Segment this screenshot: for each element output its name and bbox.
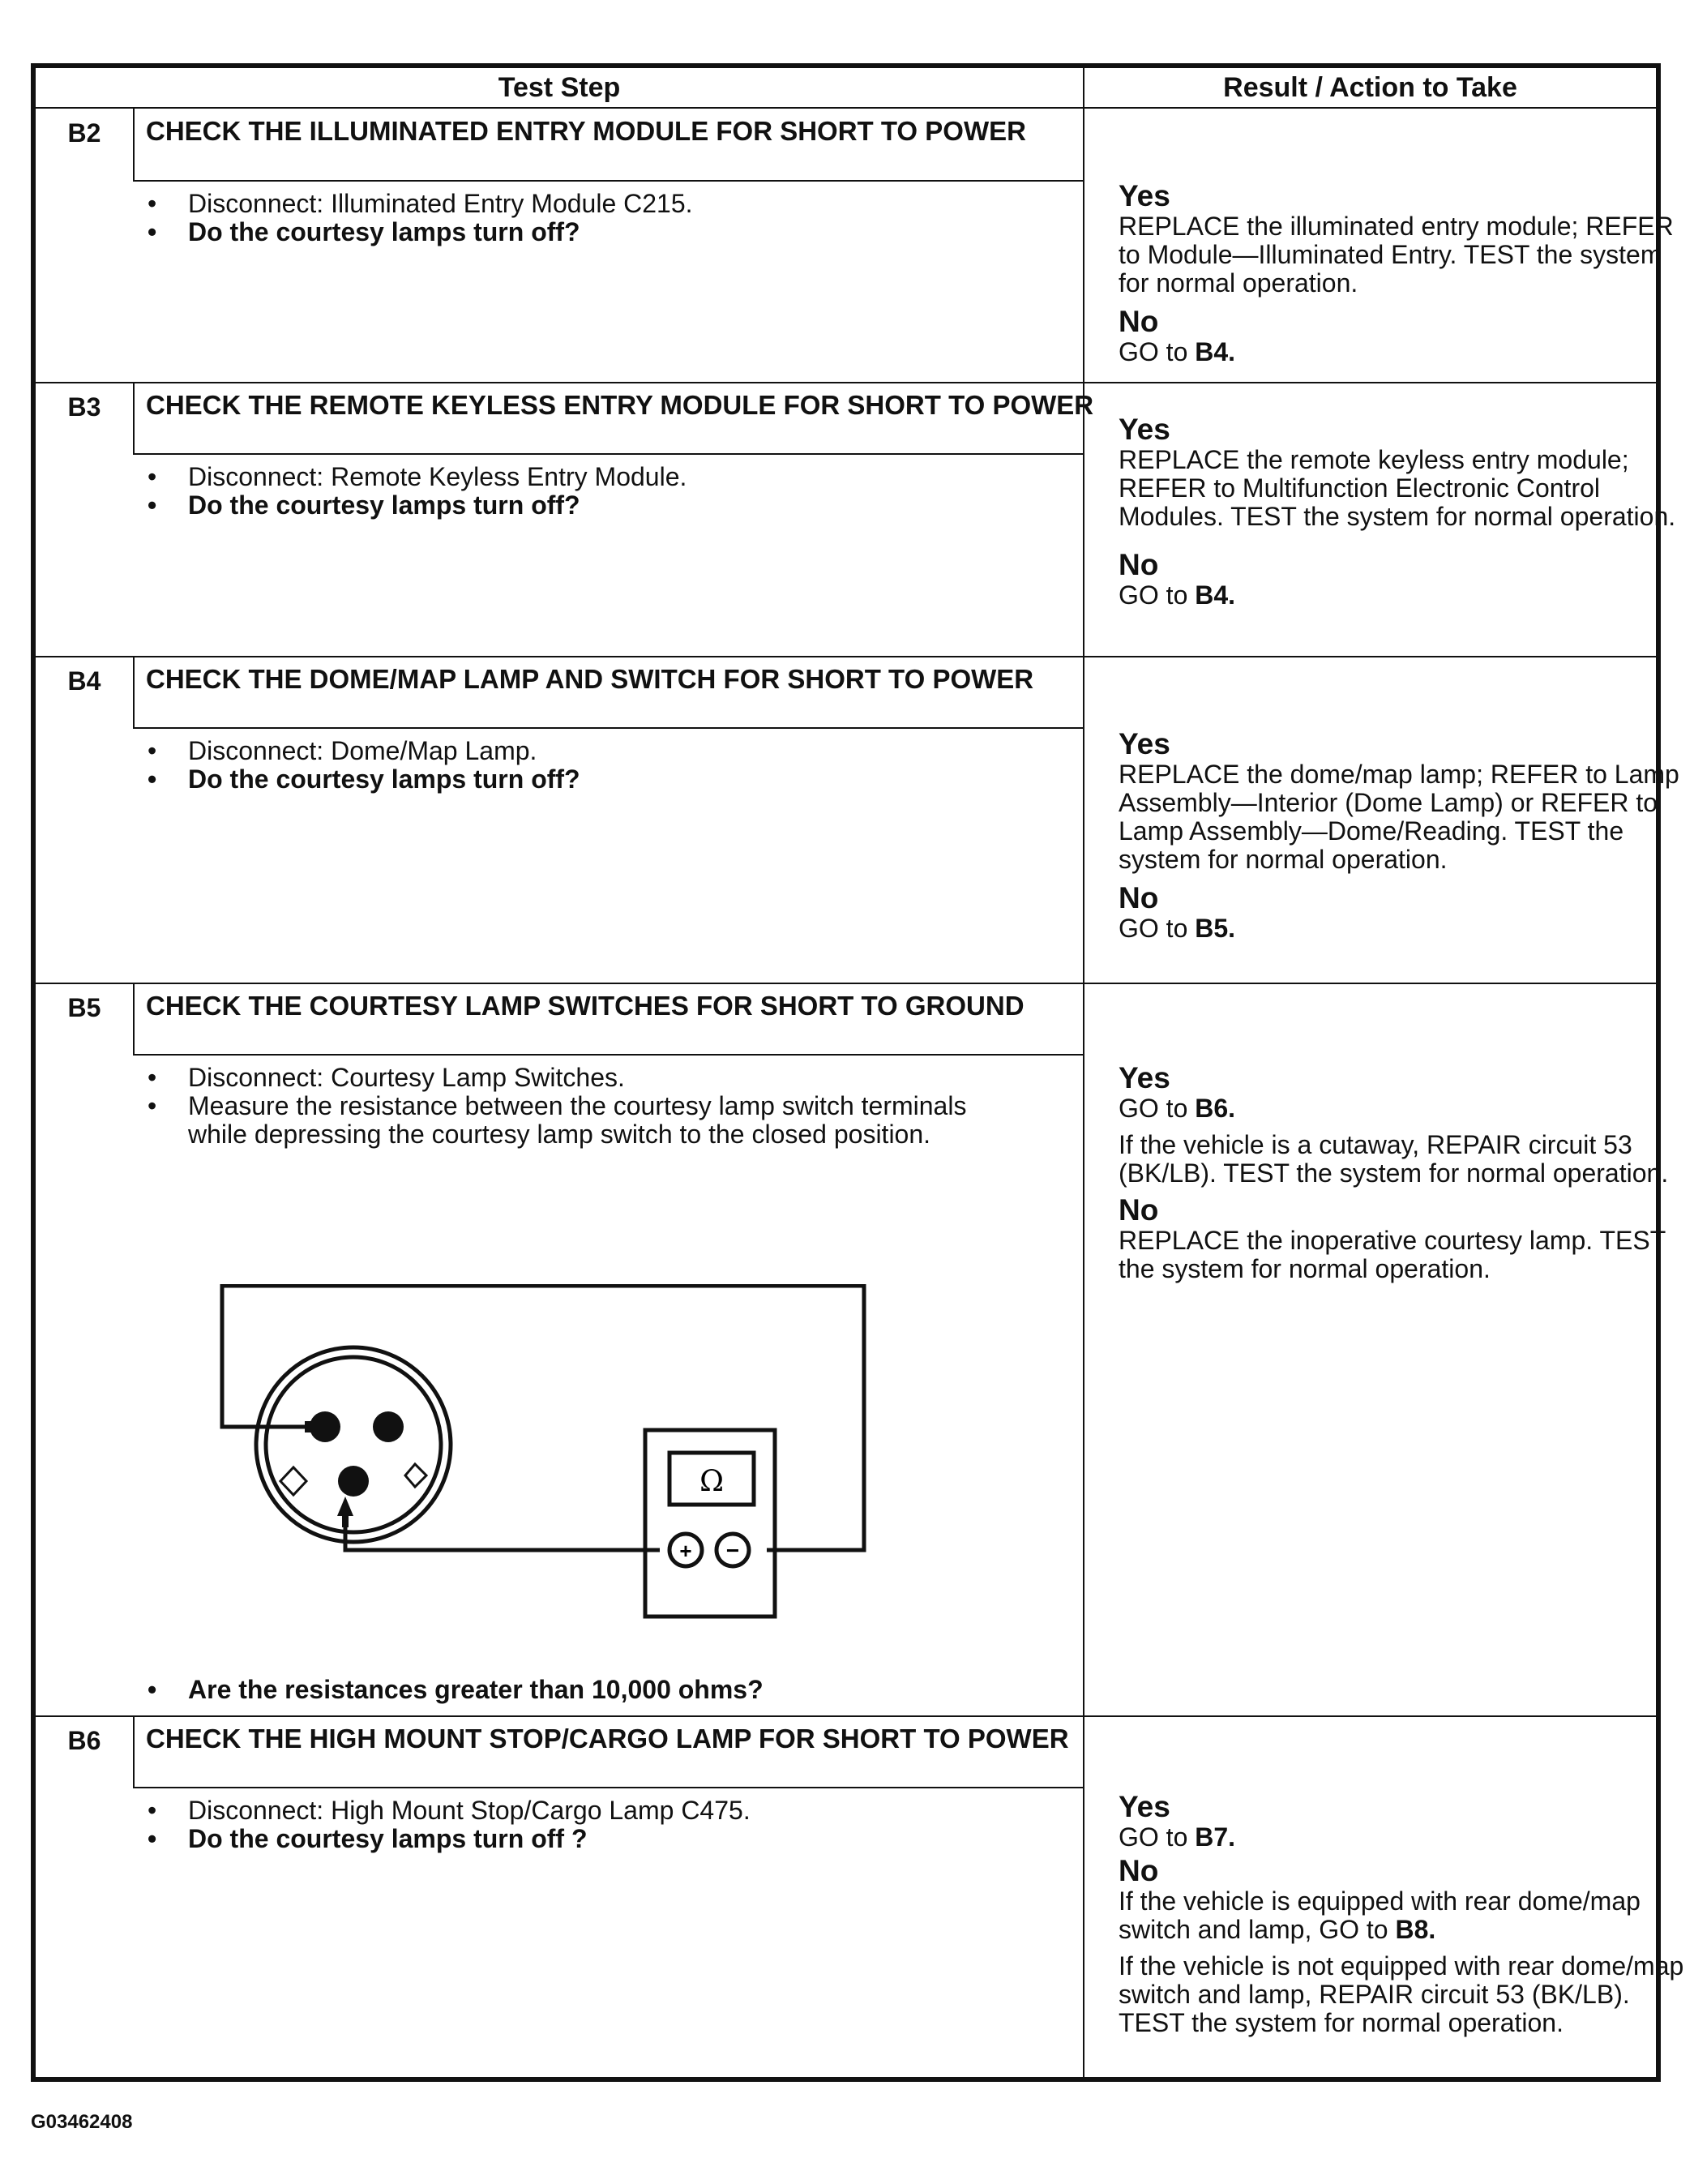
yes-action: GO to B7.: [1119, 1822, 1236, 1852]
no-action: GO to B4.: [1119, 337, 1236, 366]
figure-code: G03462408: [31, 2111, 133, 2133]
action-question: • Do the courtesy lamps turn off?: [146, 765, 1094, 794]
step-id-b2: B2: [67, 118, 101, 148]
no-action: GO to B4.: [1119, 580, 1236, 610]
row-divider-b5: [36, 1715, 1656, 1717]
minus-sign: −: [725, 1538, 740, 1563]
yes-text: REPLACE the remote keyless entry module; REFER to Multifunction Electronic Control Modules. TEST the system for normal operation.: [1119, 445, 1676, 531]
step-actions-b4: [146, 737, 1094, 794]
step-ref[interactable]: B7.: [1195, 1822, 1236, 1852]
result-b4: [1119, 728, 1686, 943]
connector-pin: [310, 1411, 340, 1442]
no-label: No: [1119, 1193, 1159, 1227]
yes-label: Yes: [1119, 1061, 1170, 1094]
action-item: • Measure the resistance between the courtesy lamp switch terminals while depressing the courtesy lamp switch to the closed position.: [146, 1092, 1031, 1149]
action-question: • Do the courtesy lamps turn off ?: [146, 1825, 1094, 1853]
diagnostic-table: [31, 63, 1684, 2082]
step-question-b5: [146, 1676, 1094, 1704]
header-result: Result / Action to Take: [1223, 71, 1517, 103]
yes-label: Yes: [1119, 413, 1170, 446]
connector-inner: [266, 1357, 441, 1532]
id-divider-b3: [133, 382, 135, 455]
step-ref[interactable]: B8.: [1395, 1915, 1436, 1944]
no-text: REPLACE the inoperative courtesy lamp. TEST the system for normal operation.: [1119, 1226, 1666, 1283]
result-b3: [1119, 413, 1686, 610]
title-divider-b4: [133, 727, 1083, 729]
step-title-b5: CHECK THE COURTESY LAMP SWITCHES FOR SHORT TO GROUND: [146, 991, 1025, 1021]
meter-lead-wire-2: [345, 1503, 660, 1550]
yes-label: Yes: [1119, 727, 1170, 760]
result-b6: [1119, 1791, 1686, 2037]
title-divider-b5: [133, 1054, 1083, 1056]
id-divider-b2: [133, 107, 135, 182]
title-divider-b3: [133, 453, 1083, 455]
action-item: • Disconnect: Courtesy Lamp Switches.: [146, 1064, 1094, 1092]
step-actions-b6: [146, 1796, 1094, 1853]
id-divider-b4: [133, 656, 135, 729]
id-divider-b6: [133, 1715, 135, 1788]
connector-pin: [373, 1411, 404, 1442]
action-item: • Disconnect: Illuminated Entry Module C215.: [146, 190, 1094, 218]
step-ref[interactable]: B5.: [1195, 914, 1236, 943]
step-id-b4: B4: [67, 666, 101, 696]
action-item: • Disconnect: Remote Keyless Entry Module.: [146, 463, 1094, 491]
step-id-b6: B6: [67, 1726, 101, 1755]
step-id-b3: B3: [67, 392, 101, 422]
no-label: No: [1119, 548, 1159, 581]
step-ref[interactable]: B6.: [1195, 1094, 1236, 1123]
title-divider-b2: [133, 180, 1083, 182]
no-label: No: [1119, 881, 1159, 914]
no-label: No: [1119, 1854, 1159, 1887]
plus-sign: +: [679, 1539, 692, 1563]
action-question: • Do the courtesy lamps turn off?: [146, 491, 1094, 520]
no-action: If the vehicle is equipped with rear dome/map switch and lamp, GO to B8.: [1119, 1886, 1641, 1944]
header-test-step: Test Step: [498, 71, 621, 103]
step-actions-b3: [146, 463, 1094, 520]
step-title-b3: CHECK THE REMOTE KEYLESS ENTRY MODULE FOR SHORT TO POWER: [146, 390, 1094, 420]
action-question: • Are the resistances greater than 10,000 ohms?: [146, 1676, 1094, 1704]
step-ref[interactable]: B4.: [1195, 580, 1236, 610]
step-title-b2: CHECK THE ILLUMINATED ENTRY MODULE FOR SHORT TO POWER: [146, 116, 1026, 146]
no-action: GO to B5.: [1119, 914, 1236, 943]
connector-pin: [338, 1466, 369, 1497]
step-actions-b2: [146, 190, 1094, 246]
step-title-b4: CHECK THE DOME/MAP LAMP AND SWITCH FOR SHORT TO POWER: [146, 664, 1034, 694]
row-divider-b4: [36, 983, 1656, 984]
id-divider-b5: [133, 983, 135, 1056]
yes-action: GO to B6.: [1119, 1094, 1236, 1123]
yes-text-2: If the vehicle is a cutaway, REPAIR circuit 53 (BK/LB). TEST the system for normal operation.: [1119, 1130, 1669, 1188]
header-divider: [36, 107, 1656, 109]
row-divider-b2: [36, 382, 1656, 383]
result-b2: [1119, 180, 1686, 366]
yes-label: Yes: [1119, 179, 1170, 212]
step-actions-b5: [146, 1064, 1094, 1149]
step-ref[interactable]: B4.: [1195, 337, 1236, 366]
yes-text: REPLACE the dome/map lamp; REFER to Lamp Assembly—Interior (Dome Lamp) or REFER to Lamp Assembly—Dome/Reading. TEST the system for normal operation.: [1119, 760, 1679, 874]
step-id-b5: B5: [67, 993, 101, 1022]
action-question: • Do the courtesy lamps turn off?: [146, 218, 1094, 246]
ohmmeter-diagram: [216, 1284, 880, 1625]
ohm-symbol: Ω: [699, 1465, 724, 1498]
step-title-b6: CHECK THE HIGH MOUNT STOP/CARGO LAMP FOR SHORT TO POWER: [146, 1724, 1069, 1754]
action-item: • Disconnect: Dome/Map Lamp.: [146, 737, 1094, 765]
result-b5: [1119, 1062, 1686, 1283]
connector-outer: [256, 1347, 451, 1542]
no-text-2: If the vehicle is not equipped with rear dome/map switch and lamp, REPAIR circuit 53 (BK/LB). TEST the system for normal operation.: [1119, 1951, 1684, 2037]
title-divider-b6: [133, 1787, 1083, 1788]
action-item: • Disconnect: High Mount Stop/Cargo Lamp C475.: [146, 1796, 1094, 1825]
no-label: No: [1119, 305, 1159, 338]
row-divider-b3: [36, 656, 1656, 657]
yes-label: Yes: [1119, 1790, 1170, 1823]
yes-text: REPLACE the illuminated entry module; REFER to Module—Illuminated Entry. TEST the system for normal operation.: [1119, 212, 1674, 298]
